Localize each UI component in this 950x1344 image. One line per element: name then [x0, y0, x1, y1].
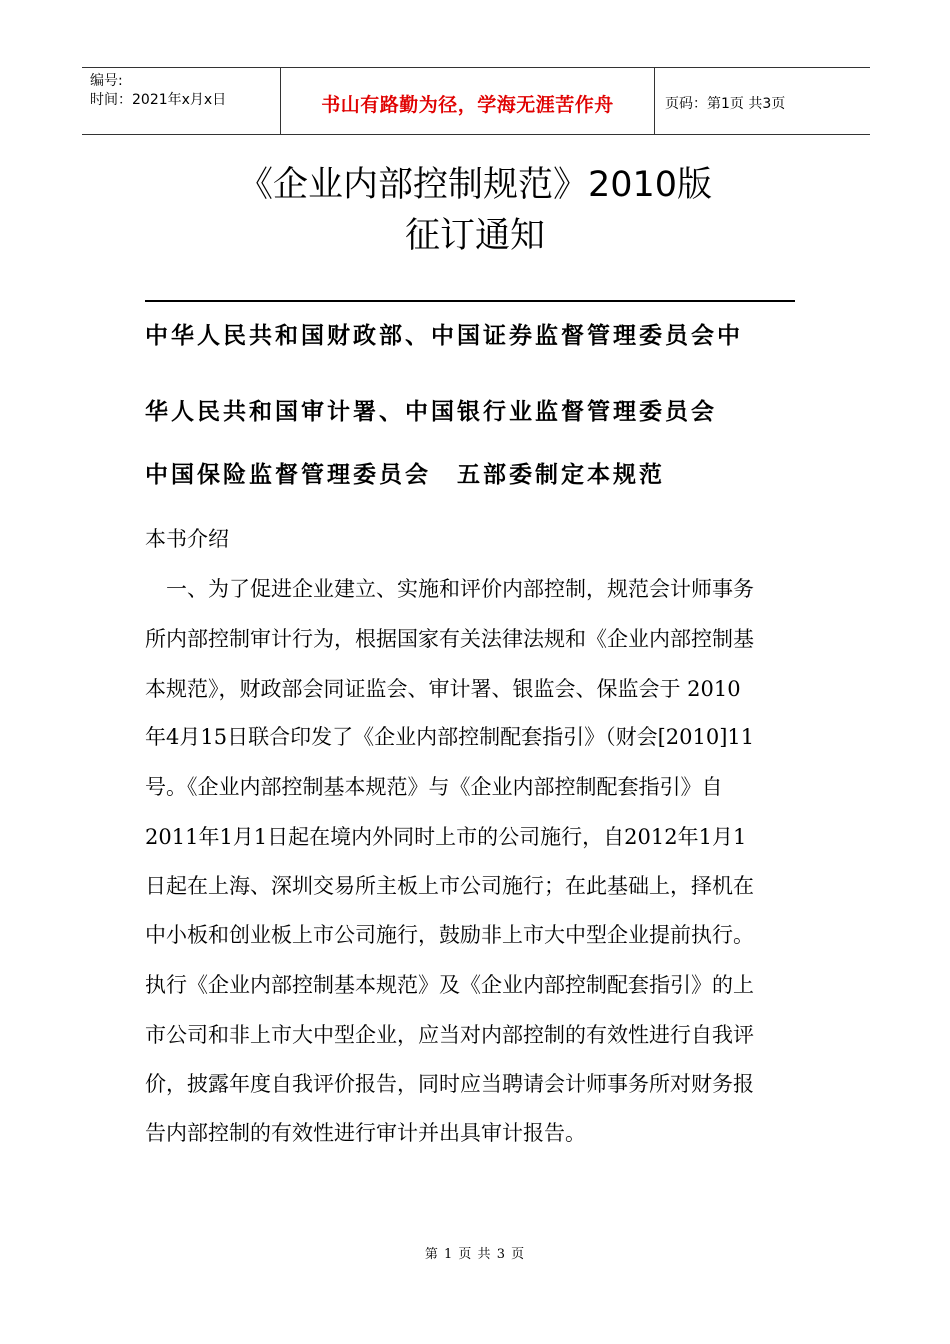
paragraph-line: 号。《企业内部控制基本规范》与《企业内部控制配套指引》自 [145, 775, 723, 799]
document-subtitle: 征订通知 [404, 216, 545, 256]
section-heading: 本书介绍 [145, 527, 229, 551]
paragraph-line: 本规范》，财政部会同证监会、审计署、银监会、保监会于 2010 [145, 677, 741, 701]
paragraph-line: 年4月15日联合印发了《企业内部控制配套指引》（财会[2010]11 [145, 725, 755, 749]
paragraph-line: 中小板和创业板上市公司施行，鼓励非上市大中型企业提前执行。 [145, 923, 754, 947]
header-meta-cell [82, 68, 281, 134]
header-motto: 书山有路勤为径，学海无涯苦作舟 [281, 68, 655, 134]
paragraph-line: 所内部控制审计行为，根据国家有关法律法规和《企业内部控制基 [145, 627, 754, 651]
authors-line: 华人民共和国审计署、中国银行业监督管理委员会 [145, 399, 717, 425]
paragraph-line: 2011年1月1日起在境内外同时上市的公司施行，自2012年1月1 [145, 825, 747, 849]
paragraph-line: 市公司和非上市大中型企业，应当对内部控制的有效性进行自我评 [145, 1023, 754, 1047]
paragraph-line: 日起在上海、深圳交易所主板上市公司施行；在此基础上，择机在 [145, 874, 754, 898]
document-title: 《企业内部控制规范》2010版 [237, 165, 713, 205]
paragraph-line: 告内部控制的有效性进行审计并出具审计报告。 [145, 1121, 586, 1145]
paragraph-line: 一、为了促进企业建立、实施和评价内部控制，规范会计师事务 [145, 577, 754, 601]
document-header [82, 67, 870, 135]
authors-line: 中国保险监督管理委员会 五部委制定本规范 [145, 462, 665, 488]
document-time-label: 时间：2021年x月x日 [90, 92, 227, 108]
header-page-info: 页码：第1页 共3页 [665, 96, 786, 112]
title-divider [145, 300, 795, 302]
page-footer: 第 1 页 共 3 页 [424, 1247, 526, 1262]
paragraph-line: 执行《企业内部控制基本规范》及《企业内部控制配套指引》的上 [145, 973, 754, 997]
authors-line: 中华人民共和国财政部、中国证券监督管理委员会中 [145, 323, 743, 349]
document-number-label: 编号: [90, 73, 123, 89]
paragraph-line: 价，披露年度自我评价报告，同时应当聘请会计师事务所对财务报 [145, 1072, 754, 1096]
